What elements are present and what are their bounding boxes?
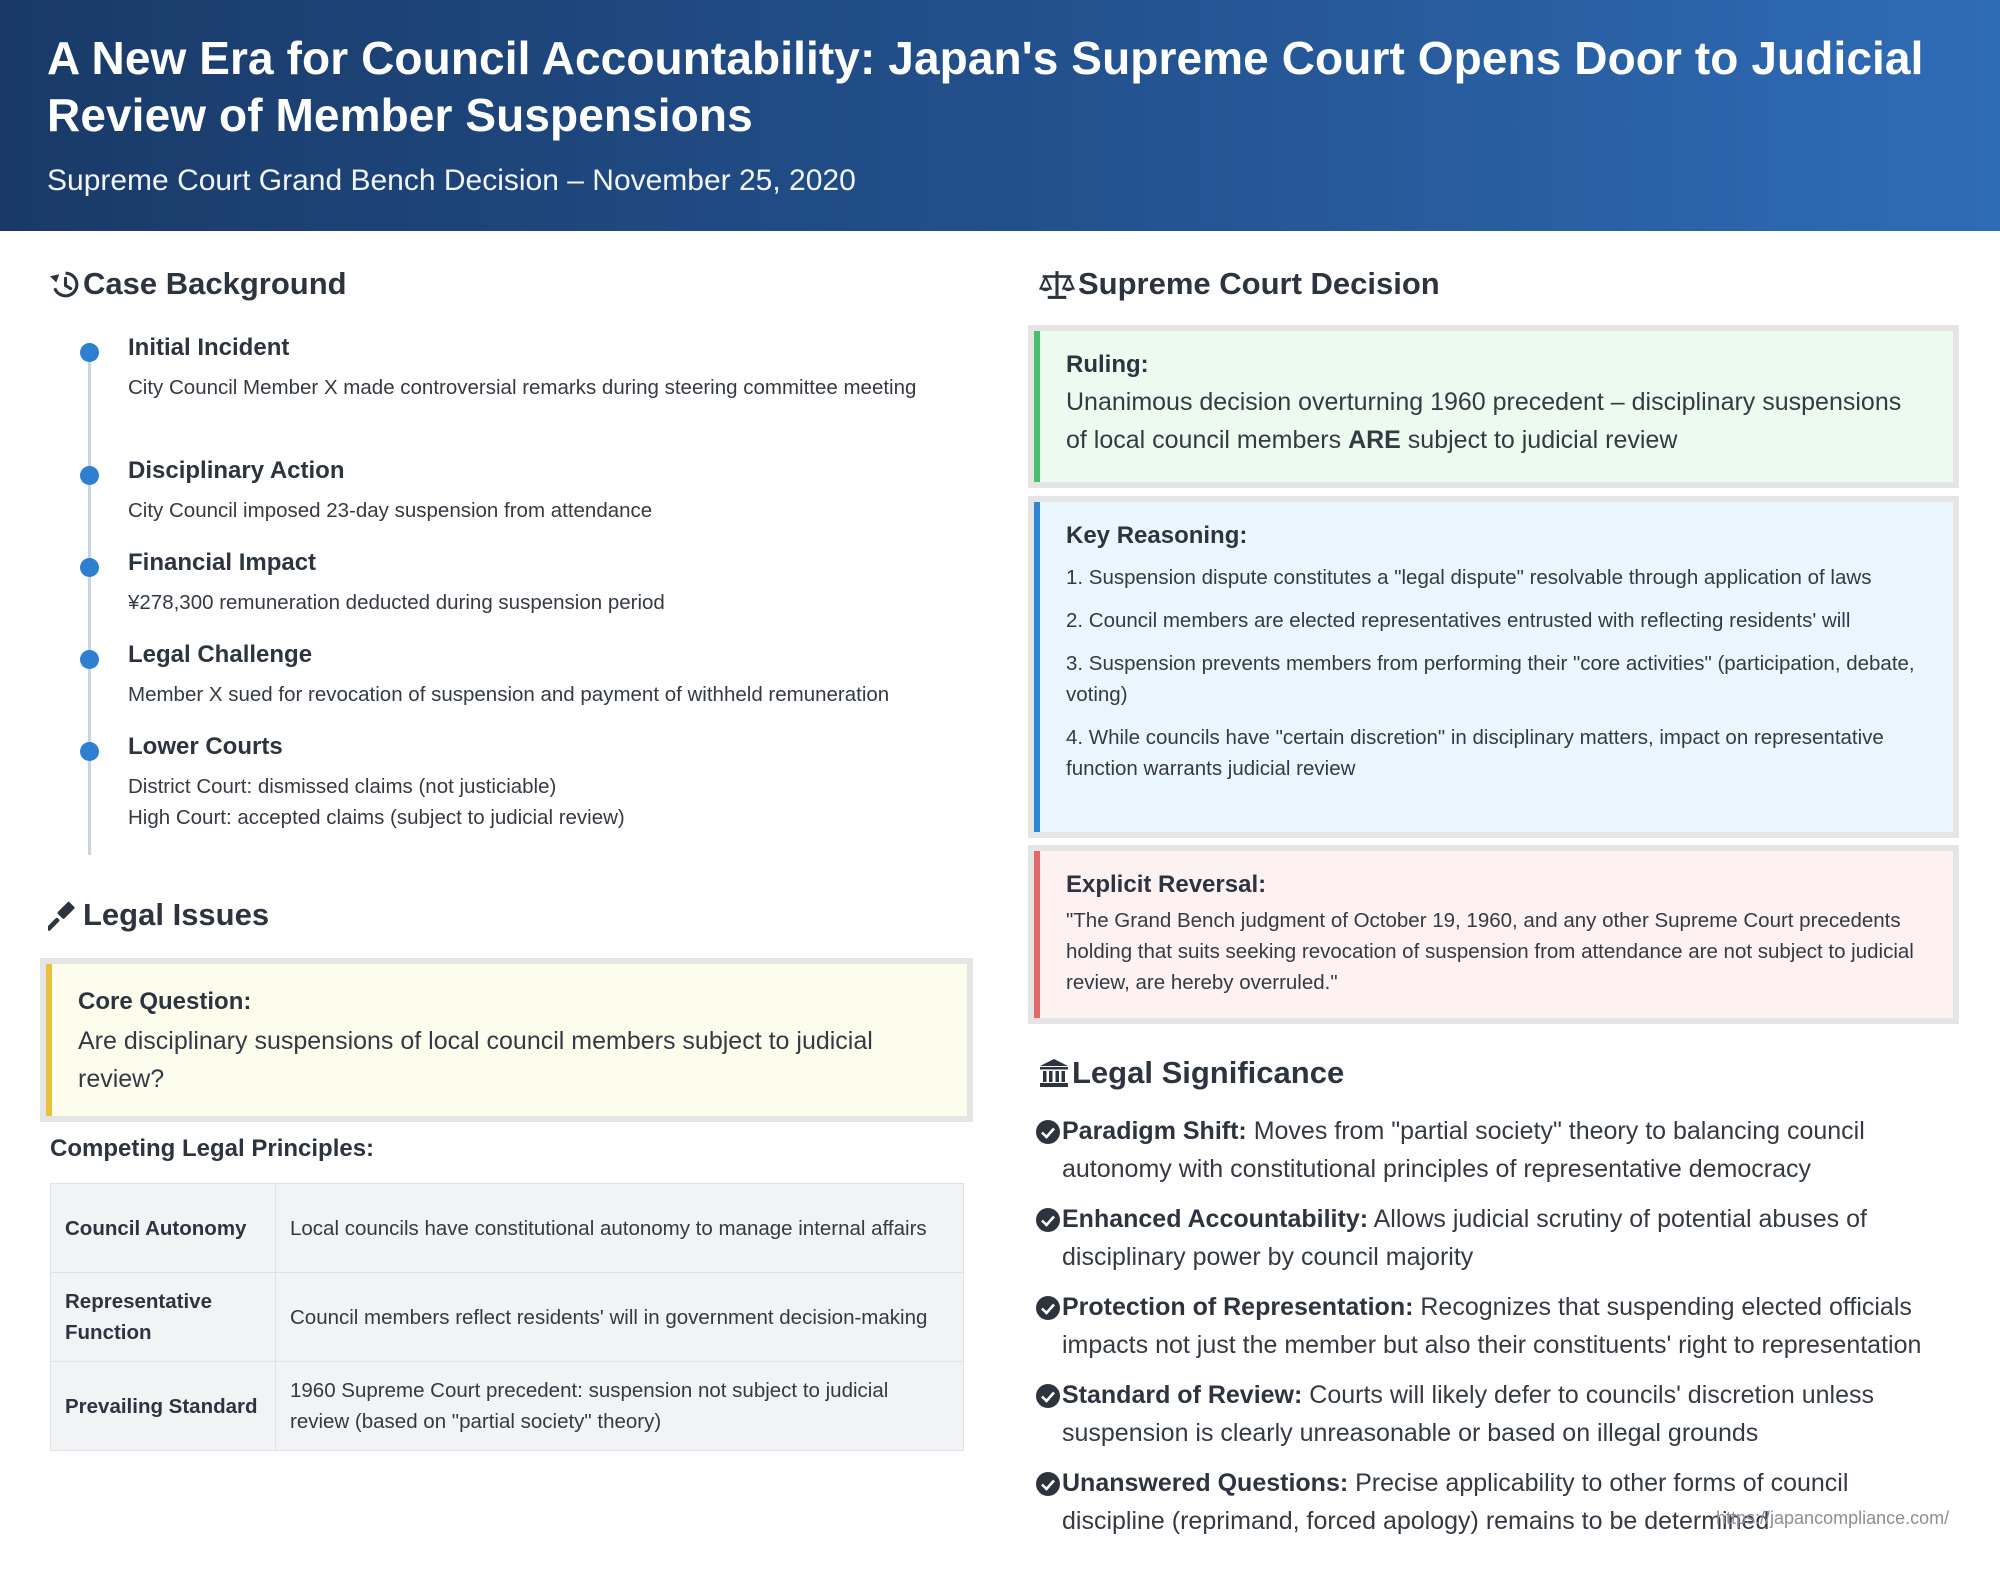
timeline-item-title: Lower Courts xyxy=(128,733,283,760)
timeline-item-desc xyxy=(128,771,958,833)
significance-heading xyxy=(1038,1055,1344,1091)
table-row xyxy=(51,1273,964,1362)
principle-name: Representative Function xyxy=(51,1273,276,1362)
timeline-item-title: Initial Incident xyxy=(128,334,290,361)
significance-label: Unanswered Questions: xyxy=(1062,1469,1349,1497)
list-item xyxy=(1036,1200,1956,1276)
principles-table xyxy=(50,1183,964,1451)
landmark-icon xyxy=(1038,1057,1070,1089)
significance-text: Moves from "partial society" theory to balancing council autonomy with constitutional principles of representative democracy xyxy=(1062,1117,1865,1183)
lower-court-district: District Court: dismissed claims (not justiciable) xyxy=(128,775,557,798)
timeline-dot xyxy=(80,650,99,669)
timeline-dot xyxy=(80,466,99,485)
page-title: A New Era for Council Accountability: Japan's Supreme Court Opens Door to Judicial Review of Member Suspensions xyxy=(47,32,1924,141)
table-row xyxy=(51,1362,964,1451)
check-circle-icon xyxy=(1036,1208,1060,1232)
significance-label: Protection of Representation: xyxy=(1062,1293,1414,1321)
reversal-label: Explicit Reversal: xyxy=(1066,871,1267,898)
timeline-item-desc: City Council imposed 23-day suspension from attendance xyxy=(128,499,653,522)
legal-issues-title: Legal Issues xyxy=(83,897,270,932)
timeline-item-title: Financial Impact xyxy=(128,549,317,576)
significance-text: Courts will likely defer to councils' discretion unless suspension is clearly unreasonable or based on illegal grounds xyxy=(1062,1381,1874,1447)
principle-name: Council Autonomy xyxy=(51,1184,276,1273)
key-reasoning-box xyxy=(1028,496,1959,838)
list-item xyxy=(1036,1288,1956,1364)
decision-title: Supreme Court Decision xyxy=(1078,266,1440,301)
principle-desc: Council members reflect residents' will in government decision-making xyxy=(276,1273,964,1362)
principle-name: Prevailing Standard xyxy=(51,1362,276,1451)
lower-court-high: High Court: accepted claims (subject to judicial review) xyxy=(128,806,625,829)
timeline-item-desc: ¥278,300 remuneration deducted during suspension period xyxy=(128,591,665,614)
significance-list xyxy=(1036,1112,1956,1552)
principle-desc: 1960 Supreme Court precedent: suspension not subject to judicial review (based on "partial society" theory) xyxy=(276,1362,964,1451)
check-circle-icon xyxy=(1036,1472,1060,1496)
reasoning-label: Key Reasoning: xyxy=(1066,522,1248,549)
reversal-text: "The Grand Bench judgment of October 19, 1960, and any other Supreme Court precedents holding that suits seeking revocation of suspension from attendance are not subject to judicial review, are hereby overruled." xyxy=(1066,909,1914,994)
table-row xyxy=(51,1184,964,1273)
core-question-box xyxy=(40,958,973,1122)
ruling-box xyxy=(1028,325,1959,488)
timeline-item-title: Legal Challenge xyxy=(128,641,313,668)
page-subtitle: Supreme Court Grand Bench Decision – November 25, 2020 xyxy=(47,164,856,197)
significance-label: Standard of Review: xyxy=(1062,1381,1303,1409)
timeline-item-desc: Member X sued for revocation of suspension and payment of withheld remuneration xyxy=(128,683,890,706)
timeline-dot xyxy=(80,343,99,362)
legal-issues-heading xyxy=(48,897,269,933)
check-circle-icon xyxy=(1036,1384,1060,1408)
competing-principles-title: Competing Legal Principles: xyxy=(50,1135,375,1162)
significance-text: Precise applicability to other forms of council discipline (reprimand, forced apology) remains to be determined xyxy=(1062,1469,1849,1535)
history-icon xyxy=(48,268,81,301)
reasoning-point: 2. Council members are elected representatives entrusted with reflecting residents' will xyxy=(1066,609,1851,632)
decision-heading xyxy=(1038,266,1440,302)
scales-icon xyxy=(1038,268,1076,301)
case-background-heading xyxy=(48,266,347,302)
timeline-dot xyxy=(80,558,99,577)
significance-text: Allows judicial scrutiny of potential abuses of disciplinary power by council majority xyxy=(1062,1205,1867,1271)
ruling-label: Ruling: xyxy=(1066,351,1149,378)
gavel-icon xyxy=(48,899,81,932)
page-header xyxy=(0,0,2000,231)
core-question-label: Core Question: xyxy=(78,988,252,1015)
core-question-text: Are disciplinary suspensions of local council members subject to judicial review? xyxy=(78,1027,873,1093)
ruling-emphasis: ARE xyxy=(1348,426,1401,454)
source-url: https://japancompliance.com/ xyxy=(1716,1508,1950,1528)
check-circle-icon xyxy=(1036,1296,1060,1320)
check-circle-icon xyxy=(1036,1120,1060,1144)
timeline-dot xyxy=(80,742,99,761)
list-item xyxy=(1036,1376,1956,1452)
list-item xyxy=(1036,1112,1956,1188)
reasoning-point: 3. Suspension prevents members from performing their "core activities" (participation, debate, voting) xyxy=(1066,652,1915,706)
significance-text: Recognizes that suspending elected officials impacts not just the member but also their constituents' right to representation xyxy=(1062,1293,1922,1359)
reasoning-point: 4. While councils have "certain discretion" in disciplinary matters, impact on representative function warrants judicial review xyxy=(1066,726,1884,780)
case-background-title: Case Background xyxy=(83,266,347,301)
reasoning-point: 1. Suspension dispute constitutes a "legal dispute" resolvable through application of laws xyxy=(1066,566,1872,589)
timeline-item-title: Disciplinary Action xyxy=(128,457,345,484)
principle-desc: Local councils have constitutional autonomy to manage internal affairs xyxy=(276,1184,964,1273)
ruling-text: Unanimous decision overturning 1960 precedent – disciplinary suspensions of local council members ARE subject to judicial review xyxy=(1066,388,1902,454)
significance-label: Paradigm Shift: xyxy=(1062,1117,1247,1145)
explicit-reversal-box xyxy=(1028,845,1959,1024)
timeline-line xyxy=(88,350,91,855)
significance-title: Legal Significance xyxy=(1072,1055,1345,1090)
significance-label: Enhanced Accountability: xyxy=(1062,1205,1369,1233)
timeline-item-desc: City Council Member X made controversial remarks during steering committee meeting xyxy=(128,376,917,399)
